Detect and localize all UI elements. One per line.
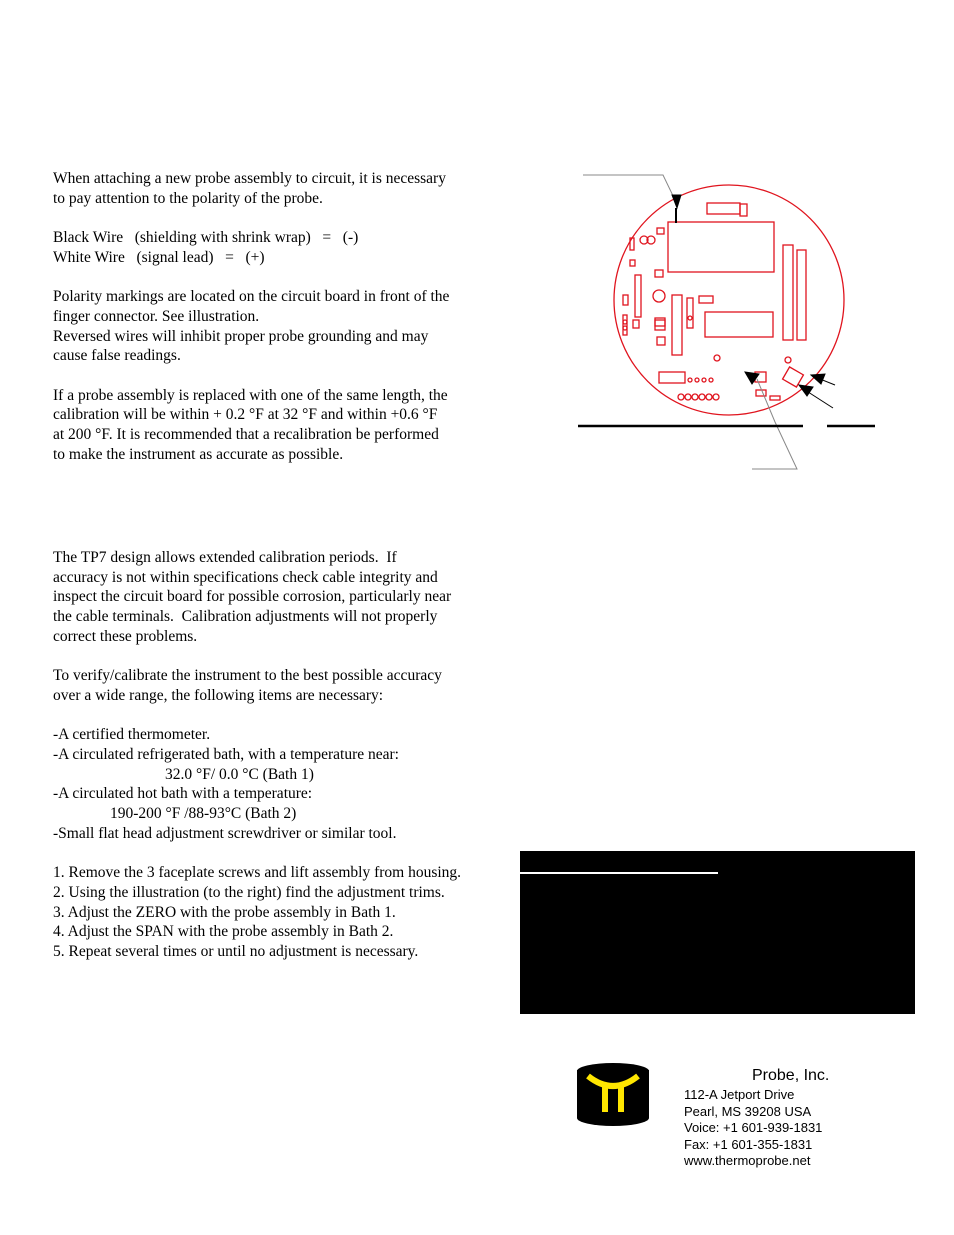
circuit-board-illustration — [575, 160, 885, 480]
step-item: 4. Adjust the SPAN with the probe assembly in Bath 2. — [53, 923, 394, 941]
divider — [520, 872, 718, 874]
list-item: -A circulated hot bath with a temperature: — [53, 785, 313, 803]
website-link[interactable]: www.thermoprobe.net — [684, 1153, 811, 1168]
list-item: 32.0 °F/ 0.0 °C (Bath 1) — [165, 765, 314, 783]
company-logo-icon — [576, 1062, 650, 1126]
left-column — [53, 169, 513, 465]
calibration-column — [53, 548, 513, 962]
company-name: Probe, Inc. — [752, 1067, 830, 1084]
circuit-board — [614, 185, 844, 415]
polarity-intro: When attaching a new probe assembly to circuit, it is necessary to pay attention to the polarity of the probe. — [53, 170, 446, 207]
phone-line: Voice: +1 601-939-1831 — [684, 1120, 823, 1135]
step-item: 5. Repeat several times or until no adjustment is necessary. — [53, 943, 419, 961]
calibration-verify: To verify/calibrate the instrument to the best possible accuracy over a wide range, the following items are necessary: — [53, 667, 442, 704]
list-item: 190-200 °F /88-93°C (Bath 2) — [110, 805, 297, 823]
step-item: 1. Remove the 3 faceplate screws and lift assembly from housing. — [53, 864, 462, 882]
list-item: -A certified thermometer. — [53, 726, 211, 744]
polarity-markings: Polarity markings are located on the circuit board in front of the finger connector. See illustration. Reversed wires will inhibit proper probe grounding and may cause false readings. — [53, 288, 450, 365]
white-wire-line: White Wire (signal lead) = (+) — [53, 248, 265, 266]
probe-replacement: If a probe assembly is replaced with one of the same length, the calibration will be within + 0.2 °F at 32 °F and within +0.6 °F at 200 °F. It is recommended that a recalibration be performed to make the instrument as accurate as possible. — [53, 386, 448, 463]
black-panel — [520, 851, 915, 1014]
step-item: 3. Adjust the ZERO with the probe assembly in Bath 1. — [53, 903, 396, 921]
address-line: 112-A Jetport Drive — [684, 1087, 795, 1102]
company-address — [684, 1087, 822, 1170]
list-item: -Small flat head adjustment screwdriver or similar tool. — [53, 824, 397, 842]
address-line: Pearl, MS 39208 USA — [684, 1103, 812, 1119]
step-item: 2. Using the illustration (to the right) find the adjustment trims. — [53, 883, 445, 901]
fax-line: Fax: +1 601-355-1831 — [684, 1136, 813, 1152]
black-wire-line: Black Wire (shielding with shrink wrap) = (-) — [53, 229, 359, 247]
calibration-intro: The TP7 design allows extended calibration periods. If accuracy is not within specifications check cable integrity and inspect the circuit board for possible corrosion, particularly near the cable terminals. Calibration adjustments will not properly correct these problems. — [53, 549, 452, 645]
list-item: -A circulated refrigerated bath, with a temperature near: — [53, 746, 399, 763]
